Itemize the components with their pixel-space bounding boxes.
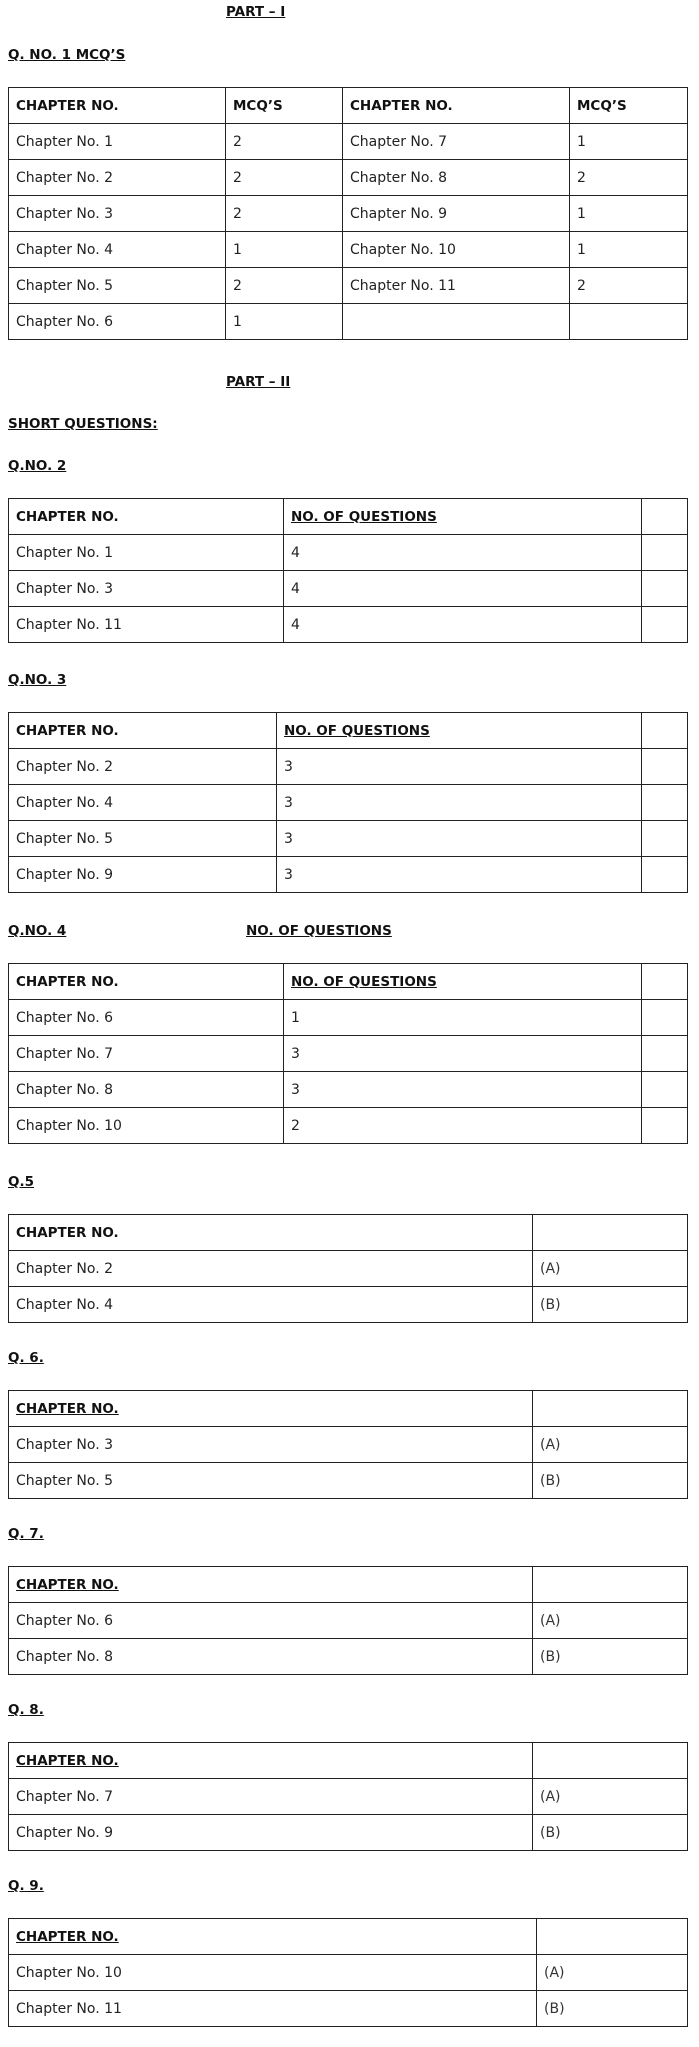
table-row xyxy=(9,232,688,268)
table-row xyxy=(9,1287,688,1323)
table-cell: (B) xyxy=(537,1991,688,2027)
column-header: CHAPTER NO. xyxy=(9,964,284,1000)
table-cell: Chapter No. 10 xyxy=(343,232,570,268)
table-cell xyxy=(537,1919,688,1955)
table-cell: 2 xyxy=(226,160,343,196)
table-cell: 2 xyxy=(284,1108,642,1144)
table-cell: 3 xyxy=(277,785,642,821)
q5-title: Q.5 xyxy=(8,1174,34,1190)
table-cell: 1 xyxy=(570,232,688,268)
table-cell: Chapter No. 10 xyxy=(9,1955,537,1991)
table-cell xyxy=(642,857,688,893)
mcq-table xyxy=(8,87,688,340)
table-cell xyxy=(642,749,688,785)
table-cell xyxy=(343,304,570,340)
q4-subtitle: NO. OF QUESTIONS xyxy=(246,923,392,939)
table-cell xyxy=(642,535,688,571)
table-header-row xyxy=(9,1215,688,1251)
table-cell: Chapter No. 9 xyxy=(343,196,570,232)
column-header: CHAPTER NO. xyxy=(9,1215,533,1251)
column-header: CHAPTER NO. xyxy=(9,1391,533,1427)
table-cell: 2 xyxy=(226,196,343,232)
table-cell xyxy=(642,499,688,535)
table-cell xyxy=(642,1036,688,1072)
table-cell xyxy=(642,964,688,1000)
table-header-row xyxy=(9,1919,688,1955)
table-row xyxy=(9,160,688,196)
table-cell xyxy=(533,1215,688,1251)
table-cell: (B) xyxy=(533,1639,688,1675)
q8-table xyxy=(8,1742,688,1851)
table-row xyxy=(9,1955,688,1991)
q4-title: Q.NO. 4 xyxy=(8,923,67,939)
column-header: NO. OF QUESTIONS xyxy=(284,499,642,535)
table-cell: (B) xyxy=(533,1463,688,1499)
table-cell: 3 xyxy=(277,857,642,893)
table-cell: Chapter No. 2 xyxy=(9,160,226,196)
column-header: MCQ’S xyxy=(226,88,343,124)
table-cell: Chapter No. 8 xyxy=(343,160,570,196)
table-cell: Chapter No. 7 xyxy=(9,1036,284,1072)
part-2-title: PART – II xyxy=(226,374,291,390)
table-row xyxy=(9,1603,688,1639)
table-cell: (A) xyxy=(537,1955,688,1991)
table-row xyxy=(9,607,688,643)
table-header-row xyxy=(9,88,688,124)
q2-title: Q.NO. 2 xyxy=(8,458,67,474)
table-cell: 2 xyxy=(226,268,343,304)
table-cell: 4 xyxy=(284,571,642,607)
table-row xyxy=(9,1251,688,1287)
table-cell xyxy=(642,1000,688,1036)
table-row xyxy=(9,124,688,160)
table-cell: 2 xyxy=(570,160,688,196)
q5-table xyxy=(8,1214,688,1323)
table-header-row xyxy=(9,1391,688,1427)
table-cell: Chapter No. 6 xyxy=(9,1000,284,1036)
table-cell xyxy=(642,713,688,749)
table-cell: Chapter No. 1 xyxy=(9,124,226,160)
table-cell: Chapter No. 2 xyxy=(9,749,277,785)
column-header: CHAPTER NO. xyxy=(9,499,284,535)
table-cell: 3 xyxy=(277,821,642,857)
table-cell: Chapter No. 11 xyxy=(9,1991,537,2027)
table-cell: Chapter No. 10 xyxy=(9,1108,284,1144)
column-header: CHAPTER NO. xyxy=(9,1919,537,1955)
q3-table xyxy=(8,712,688,893)
table-cell: Chapter No. 6 xyxy=(9,1603,533,1639)
table-cell: Chapter No. 8 xyxy=(9,1639,533,1675)
table-cell: (B) xyxy=(533,1287,688,1323)
table-row xyxy=(9,304,688,340)
table-cell: 4 xyxy=(284,607,642,643)
table-cell: 3 xyxy=(284,1036,642,1072)
table-cell: Chapter No. 7 xyxy=(343,124,570,160)
column-header: CHAPTER NO. xyxy=(9,1743,533,1779)
table-header-row xyxy=(9,1743,688,1779)
column-header: CHAPTER NO. xyxy=(343,88,570,124)
q7-title: Q. 7. xyxy=(8,1526,44,1542)
table-cell xyxy=(642,785,688,821)
table-cell xyxy=(642,1072,688,1108)
q6-title: Q. 6. xyxy=(8,1350,44,1366)
table-row xyxy=(9,1000,688,1036)
table-row xyxy=(9,1779,688,1815)
table-cell: Chapter No. 5 xyxy=(9,821,277,857)
table-cell: Chapter No. 7 xyxy=(9,1779,533,1815)
table-cell xyxy=(533,1743,688,1779)
table-cell: 3 xyxy=(284,1072,642,1108)
table-cell xyxy=(642,821,688,857)
table-cell: Chapter No. 4 xyxy=(9,1287,533,1323)
table-cell: Chapter No. 4 xyxy=(9,232,226,268)
table-row xyxy=(9,571,688,607)
table-row xyxy=(9,196,688,232)
table-cell: (B) xyxy=(533,1815,688,1851)
table-cell: Chapter No. 1 xyxy=(9,535,284,571)
table-cell: 3 xyxy=(277,749,642,785)
table-cell: Chapter No. 9 xyxy=(9,857,277,893)
table-cell: Chapter No. 6 xyxy=(9,304,226,340)
table-cell: (A) xyxy=(533,1427,688,1463)
table-row xyxy=(9,1639,688,1675)
table-cell: 1 xyxy=(570,124,688,160)
table-cell: Chapter No. 8 xyxy=(9,1072,284,1108)
table-cell: Chapter No. 11 xyxy=(9,607,284,643)
table-cell: 1 xyxy=(226,304,343,340)
table-cell: Chapter No. 2 xyxy=(9,1251,533,1287)
table-row xyxy=(9,749,688,785)
table-row xyxy=(9,1072,688,1108)
q9-table xyxy=(8,1918,688,2027)
table-cell: Chapter No. 4 xyxy=(9,785,277,821)
q9-title: Q. 9. xyxy=(8,1878,44,1894)
table-cell: 4 xyxy=(284,535,642,571)
table-cell: (A) xyxy=(533,1779,688,1815)
table-cell: Chapter No. 9 xyxy=(9,1815,533,1851)
table-row xyxy=(9,857,688,893)
table-cell xyxy=(533,1567,688,1603)
column-header: CHAPTER NO. xyxy=(9,713,277,749)
table-row xyxy=(9,1108,688,1144)
table-header-row xyxy=(9,499,688,535)
part-1-title: PART – I xyxy=(226,4,286,20)
column-header: CHAPTER NO. xyxy=(9,1567,533,1603)
table-cell: 1 xyxy=(570,196,688,232)
table-row xyxy=(9,268,688,304)
table-cell: Chapter No. 3 xyxy=(9,571,284,607)
table-row xyxy=(9,785,688,821)
table-cell xyxy=(642,607,688,643)
table-cell xyxy=(533,1391,688,1427)
table-row xyxy=(9,535,688,571)
table-cell: Chapter No. 3 xyxy=(9,1427,533,1463)
table-header-row xyxy=(9,713,688,749)
table-header-row xyxy=(9,1567,688,1603)
table-cell: Chapter No. 3 xyxy=(9,196,226,232)
table-row xyxy=(9,1463,688,1499)
table-row xyxy=(9,1427,688,1463)
table-cell xyxy=(570,304,688,340)
table-cell: 1 xyxy=(284,1000,642,1036)
short-questions-title: SHORT QUESTIONS: xyxy=(8,416,158,432)
column-header: CHAPTER NO. xyxy=(9,88,226,124)
column-header: MCQ’S xyxy=(570,88,688,124)
table-cell: (A) xyxy=(533,1251,688,1287)
table-row xyxy=(9,1036,688,1072)
table-row xyxy=(9,1815,688,1851)
q2-table xyxy=(8,498,688,643)
table-cell xyxy=(642,1108,688,1144)
table-cell: 1 xyxy=(226,232,343,268)
q4-table xyxy=(8,963,688,1144)
table-cell: 2 xyxy=(226,124,343,160)
column-header: NO. OF QUESTIONS xyxy=(277,713,642,749)
table-cell: Chapter No. 11 xyxy=(343,268,570,304)
q3-title: Q.NO. 3 xyxy=(8,672,67,688)
table-row xyxy=(9,1991,688,2027)
table-header-row xyxy=(9,964,688,1000)
table-row xyxy=(9,821,688,857)
table-cell: (A) xyxy=(533,1603,688,1639)
q6-table xyxy=(8,1390,688,1499)
q7-table xyxy=(8,1566,688,1675)
q8-title: Q. 8. xyxy=(8,1702,44,1718)
table-cell: Chapter No. 5 xyxy=(9,1463,533,1499)
table-cell: 2 xyxy=(570,268,688,304)
table-cell: Chapter No. 5 xyxy=(9,268,226,304)
q1-title: Q. NO. 1 MCQ’S xyxy=(8,47,126,63)
table-cell xyxy=(642,571,688,607)
column-header: NO. OF QUESTIONS xyxy=(284,964,642,1000)
